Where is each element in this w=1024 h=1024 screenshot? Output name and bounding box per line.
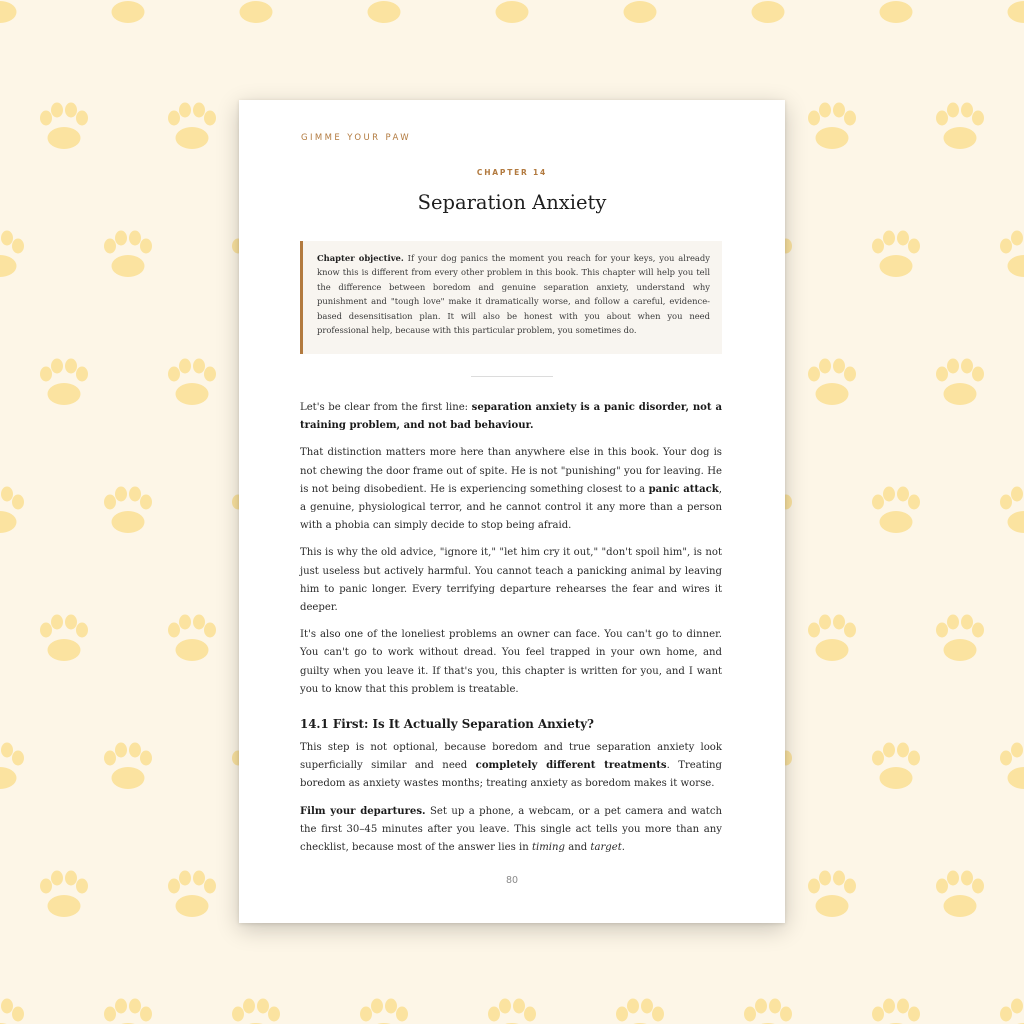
body-paragraph: Let's be clear from the first line: separation anxiety is a panic disorder, not a training problem, and not bad behaviour.: [300, 402, 722, 432]
paw-print-icon: [0, 999, 24, 1024]
paw-print-icon: [0, 0, 24, 23]
body-paragraph: That distinction matters more here than anywhere else in this book. Your dog is not chewing the door frame out of spite. He is not "punishing" you for leaving. He is not being disobedient. He is experiencing something closest to a panic attack, a genuine, physiological terror, and he cannot control it any more than a person with a phobia can simply decide to stop being afraid.: [300, 447, 722, 532]
body-paragraph: It's also one of the loneliest problems an owner can face. You can't go to dinner. You can't go to work without dread. You feel trapped in your own home, and guilty when you leave it. If that's you, this chapter is written for you, and I want you to know that this problem is treatable.: [300, 629, 722, 695]
body-paragraph: This step is not optional, because boredom and true separation anxiety look superficially similar and need completely different treatments. Treating boredom as anxiety wastes months; treating anxiety as boredom makes it worse.: [300, 742, 723, 790]
paw-print-icon: [1000, 0, 1024, 23]
paw-print-icon: [872, 999, 920, 1024]
paw-print-icon: [168, 103, 216, 150]
paw-print-icon: [168, 615, 216, 662]
page-number: 80: [505, 875, 519, 886]
paw-print-icon: [104, 999, 152, 1024]
paw-print-icon: [104, 0, 152, 23]
paw-print-icon: [232, 999, 280, 1024]
section-heading: 14.1 First: Is It Actually Separation Anxiety?: [300, 717, 594, 732]
objective-text: If your dog panics the moment you reach for your keys, you already know this is different from every other problem in this book. This chapter will help you tell the difference between boredom and genuine separation anxiety, understand why punishment and "tough love" make it dramatically worse, and follow a careful, evidence-based desensitisation plan. It will also be honest with you about when you need professional help, because with this particular problem, you sometimes do.: [317, 253, 710, 336]
paw-print-icon: [168, 359, 216, 406]
paw-print-icon: [936, 359, 984, 406]
paw-print-icon: [1000, 999, 1024, 1024]
emphasis-text: Film your departures.: [300, 805, 426, 817]
chapter-label: CHAPTER 14: [476, 168, 548, 177]
italic-text: target: [590, 842, 622, 854]
paw-print-icon: [1000, 487, 1024, 534]
paw-print-icon: [360, 0, 408, 23]
paw-print-icon: [616, 0, 664, 23]
paw-print-icon: [40, 359, 88, 406]
paw-print-icon: [232, 0, 280, 23]
paw-print-icon: [936, 871, 984, 918]
paw-print-icon: [808, 871, 856, 918]
chapter-title: Separation Anxiety: [417, 191, 607, 214]
book-page: [239, 100, 785, 923]
italic-text: timing: [531, 842, 565, 854]
paw-print-icon: [808, 103, 856, 150]
paw-print-icon: [872, 743, 920, 790]
paw-print-icon: [104, 231, 152, 278]
paw-print-icon: [40, 871, 88, 918]
paw-print-icon: [104, 487, 152, 534]
paw-print-icon: [808, 615, 856, 662]
chapter-body: [300, 399, 722, 866]
paw-print-icon: [744, 0, 792, 23]
paw-print-icon: [1000, 231, 1024, 278]
paw-print-icon: [936, 103, 984, 150]
paw-print-icon: [872, 231, 920, 278]
running-head: GIMME YOUR PAW: [301, 133, 412, 143]
emphasis-text: completely different treatments: [475, 760, 667, 772]
paw-print-icon: [488, 0, 536, 23]
paw-print-icon: [808, 359, 856, 406]
paw-print-icon: [872, 487, 920, 534]
paw-print-icon: [0, 231, 24, 278]
paw-print-icon: [40, 103, 88, 150]
paw-print-icon: [872, 0, 920, 23]
paw-print-icon: [936, 615, 984, 662]
paw-print-icon: [104, 743, 152, 790]
paw-print-icon: [0, 743, 24, 790]
chapter-objective-callout: [300, 241, 722, 354]
paw-print-icon: [360, 999, 408, 1024]
body-paragraph: This is why the old advice, "ignore it," "let him cry it out," "don't spoil him", is not just useless but actively harmful. You cannot teach a panicking animal by leaving him to panic longer. Every terrifying departure rehearses the fear and wires it deeper.: [300, 547, 722, 614]
emphasis-text: separation anxiety is a panic disorder, not a training problem, and not bad behaviour.: [300, 402, 722, 432]
section-divider: [471, 376, 553, 377]
emphasis-text: panic attack: [648, 483, 719, 495]
paw-print-icon: [168, 871, 216, 918]
body-paragraph: Film your departures. Set up a phone, a webcam, or a pet camera and watch the first 30–45 minutes after you leave. This single act tells you more than any checklist, because most of the answer lies in timing and target.: [300, 805, 722, 854]
paw-print-icon: [40, 615, 88, 662]
paw-print-icon: [488, 999, 536, 1024]
paw-print-icon: [1000, 743, 1024, 790]
paw-print-icon: [0, 487, 24, 534]
paw-print-icon: [616, 999, 664, 1024]
paw-print-icon: [744, 999, 792, 1024]
objective-label: Chapter objective.: [317, 253, 404, 263]
